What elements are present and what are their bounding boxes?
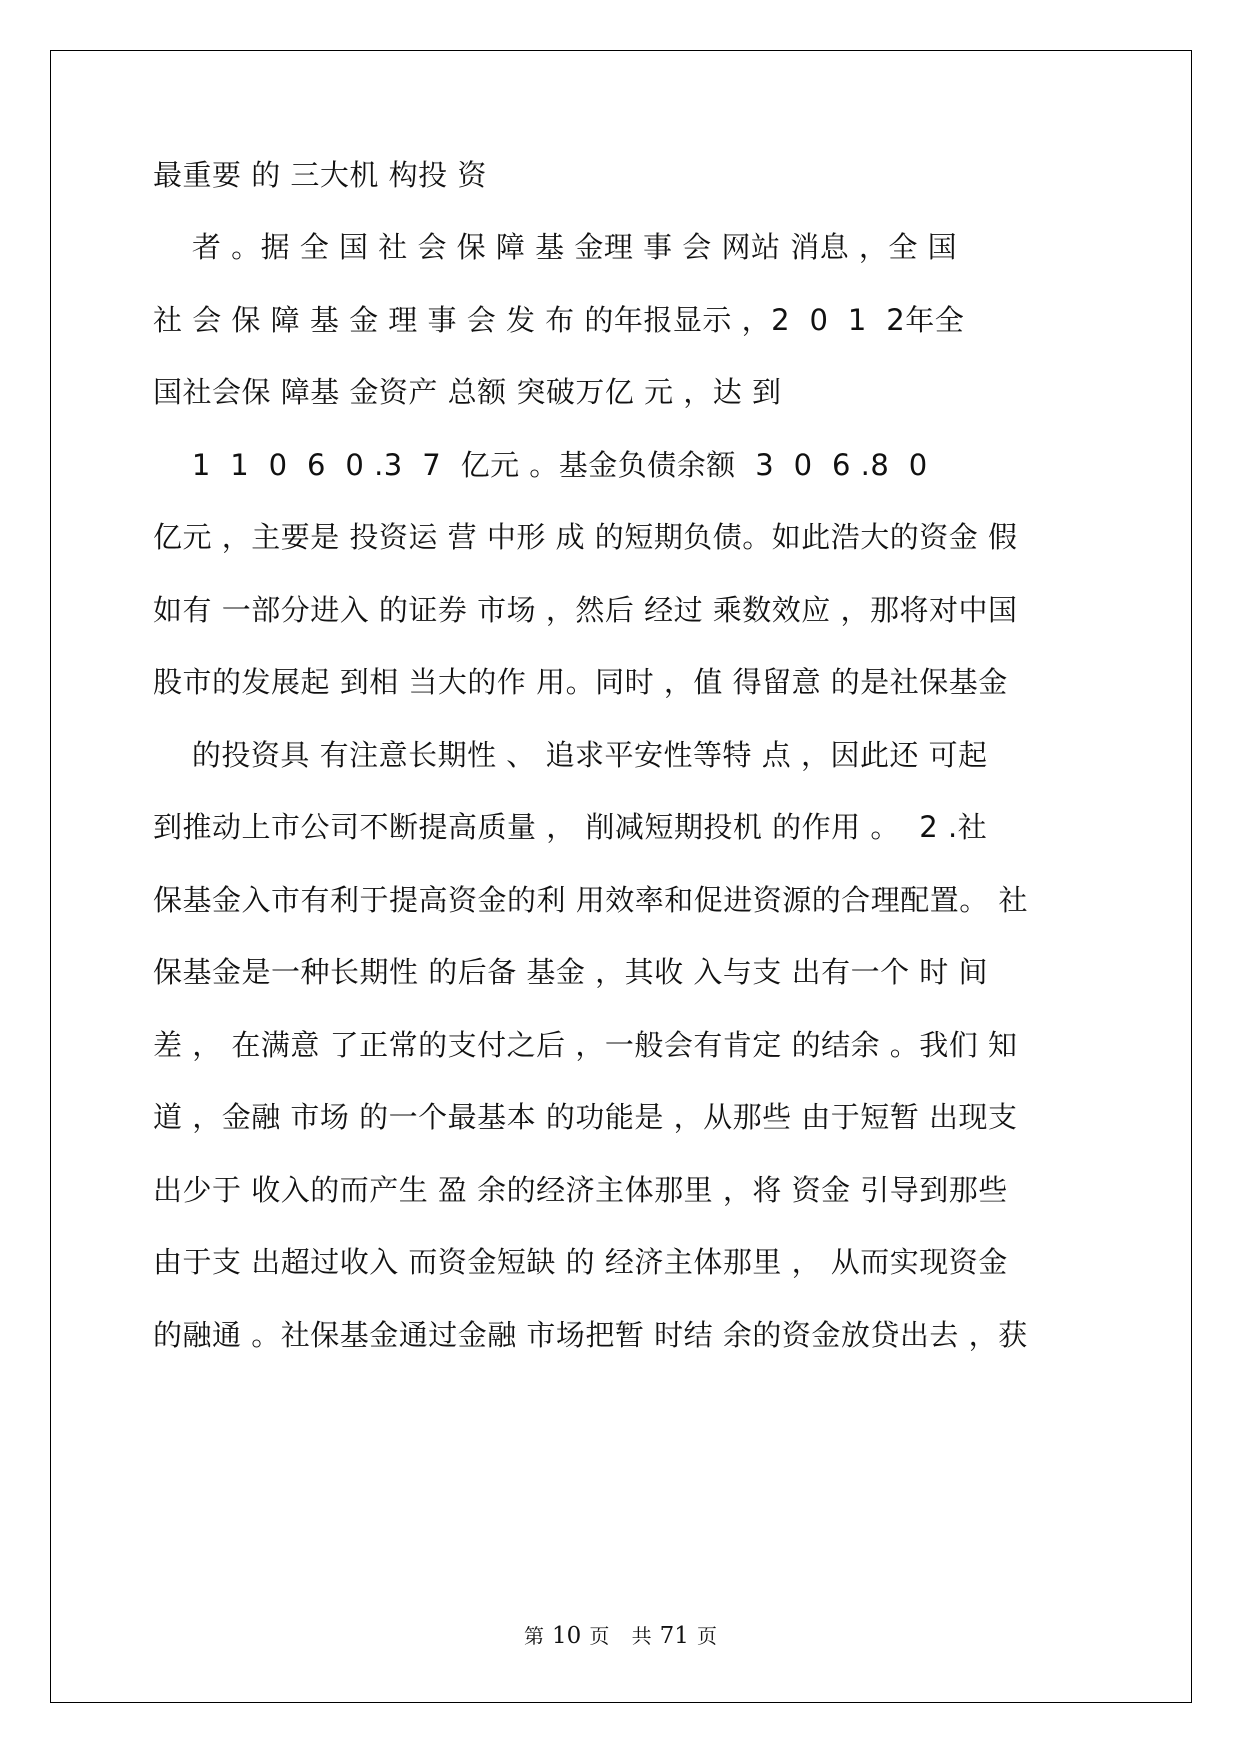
total-number: 71 — [659, 1623, 689, 1649]
text-line: 的融通 。社保基金通过金融 市场把暂 时结 余的资金放贷出去 ，获 — [153, 1318, 1028, 1352]
page-suffix: 页 — [589, 1624, 610, 1648]
text-line: 如有 一部分进入 的证券 市场 ，然后 经过 乘数效应 ，那将对中国 — [153, 593, 1018, 627]
text-line: 保基金是一种长期性 的后备 基金 ，其收 入与支 出有一个 时 间 — [153, 955, 989, 989]
total-prefix: 共 — [631, 1624, 652, 1648]
page-footer — [0, 1620, 1241, 1649]
text-line: 到推动上市公司不断提高质量 ， 削减短期投机 的作用 。 2 .社 — [153, 810, 988, 844]
text-line: 者 。据 全 国 社 会 保 障 基 金理 事 会 网站 消息 ，全 国 — [153, 230, 958, 264]
page-prefix: 第 — [524, 1624, 545, 1648]
text-line: 差 ， 在满意 了正常的支付之后 ，一般会有肯定 的结余 。我们 知 — [153, 1028, 1018, 1062]
text-line: 亿元 ，主要是 投资运 营 中形 成 的短期负债。如此浩大的资金 假 — [153, 520, 1018, 554]
total-indicator — [628, 1624, 721, 1648]
page-indicator — [520, 1624, 613, 1648]
total-suffix: 页 — [696, 1624, 717, 1648]
text-line: 道 ，金融 市场 的一个最基本 的功能是 ，从那些 由于短暂 出现支 — [153, 1100, 1018, 1134]
page-number: 10 — [552, 1623, 582, 1649]
text-line: 股市的发展起 到相 当大的作 用。同时 ，值 得留意 的是社保基金 — [153, 665, 1008, 699]
text-line: 由于支 出超过收入 而资金短缺 的 经济主体那里 ， 从而实现资金 — [153, 1245, 1008, 1279]
text-line: 国社会保 障基 金资产 总额 突破万亿 元 ，达 到 — [153, 375, 782, 409]
text-line: 1 1 0 6 0 .3 7 亿元 。基金负债余额 3 0 6 .8 0 — [153, 448, 928, 482]
text-line: 社 会 保 障 基 金 理 事 会 发 布 的年报显示 ，2 0 1 2年全 — [153, 303, 965, 337]
text-line: 保基金入市有利于提高资金的利 用效率和促进资源的合理配置。 社 — [153, 883, 1028, 917]
text-line: 的投资具 有注意长期性 、 追求平安性等特 点 ，因此还 可起 — [153, 738, 988, 772]
text-line: 出少于 收入的而产生 盈 余的经济主体那里 ，将 资金 引导到那些 — [153, 1173, 1008, 1207]
page-border — [50, 50, 1192, 1703]
text-line: 最重要 的 三大机 构投 资 — [153, 158, 487, 192]
